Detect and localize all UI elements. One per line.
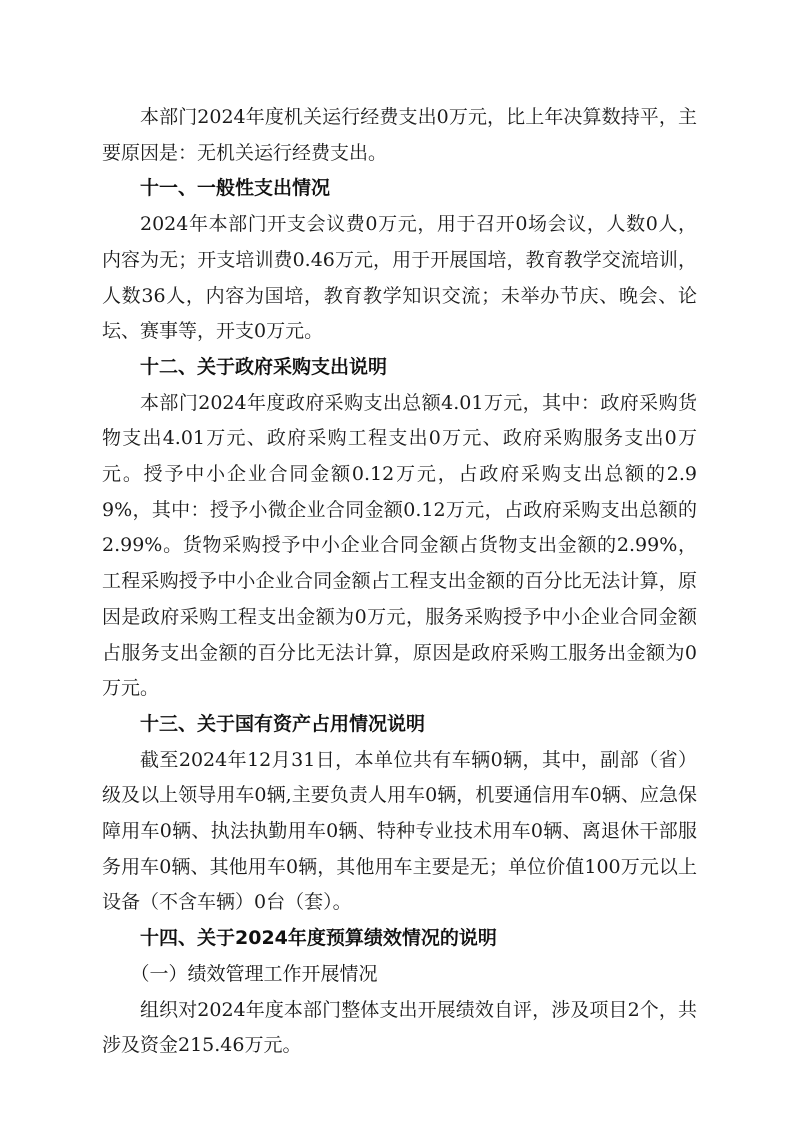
section-heading-procurement: 十二、关于政府采购支出说明 xyxy=(140,355,388,378)
section-heading-general-expense: 十一、一般性支出情况 xyxy=(140,177,331,200)
paragraph-procurement: 本部门2024年度政府采购支出总额4.01万元，其中：政府采购货物支出4.01万元、政府采购工程支出0万元、政府采购服务支出0万元。授予中小企业合同金额0.12万元，占政府采购支出总额的2.99%，其中：授予小微企业合同金额0.12万元，占政府采购支出总额的2.99%。货物采购授予中小企业合同金额占货物支出金额的2.99%，工程采购授予中小企业合同金额占工程支出金额的百分比无法计算，原因是政府采购工程支出金额为0万元，服务采购授予中小企业合同金额占服务支出金额的百分比无法计算，原因是政府采购工服务出金额为0万元。 xyxy=(102,391,697,700)
paragraph-assets: 截至2024年12月31日，本单位共有车辆0辆，其中，副部（省）级及以上领导用车0辆,主要负责人用车0辆，机要通信用车0辆、应急保障用车0辆、执法执勤用车0辆、特种专业技术用车0辆、离退休干部服务用车0辆、其他用车0辆，其他用车主要是无；单位价值100万元以上设备（不含车辆）0台（套）。 xyxy=(102,748,697,914)
section-heading-assets: 十三、关于国有资产占用情况说明 xyxy=(140,712,426,735)
section-heading-performance: 十四、关于2024年度预算绩效情况的说明 xyxy=(140,927,497,950)
paragraph-performance: 组织对2024年度本部门整体支出开展绩效自评，涉及项目2个，共涉及资金215.46万元。 xyxy=(102,998,697,1057)
paragraph-general-expense: 2024年本部门开支会议费0万元，用于召开0场会议，人数0人，内容为无；开支培训费0.46万元，用于开展国培，教育教学交流培训，人数36人，内容为国培，教育教学知识交流；未举办节庆、晚会、论坛、赛事等，开支0万元。 xyxy=(102,213,697,343)
paragraph-admin-expense: 本部门2024年度机关运行经费支出0万元，比上年决算数持平，主要原因是：无机关运行经费支出。 xyxy=(102,106,697,164)
subsection-heading-performance-management: （一）绩效管理工作开展情况 xyxy=(130,962,378,985)
document-body xyxy=(102,100,697,1064)
